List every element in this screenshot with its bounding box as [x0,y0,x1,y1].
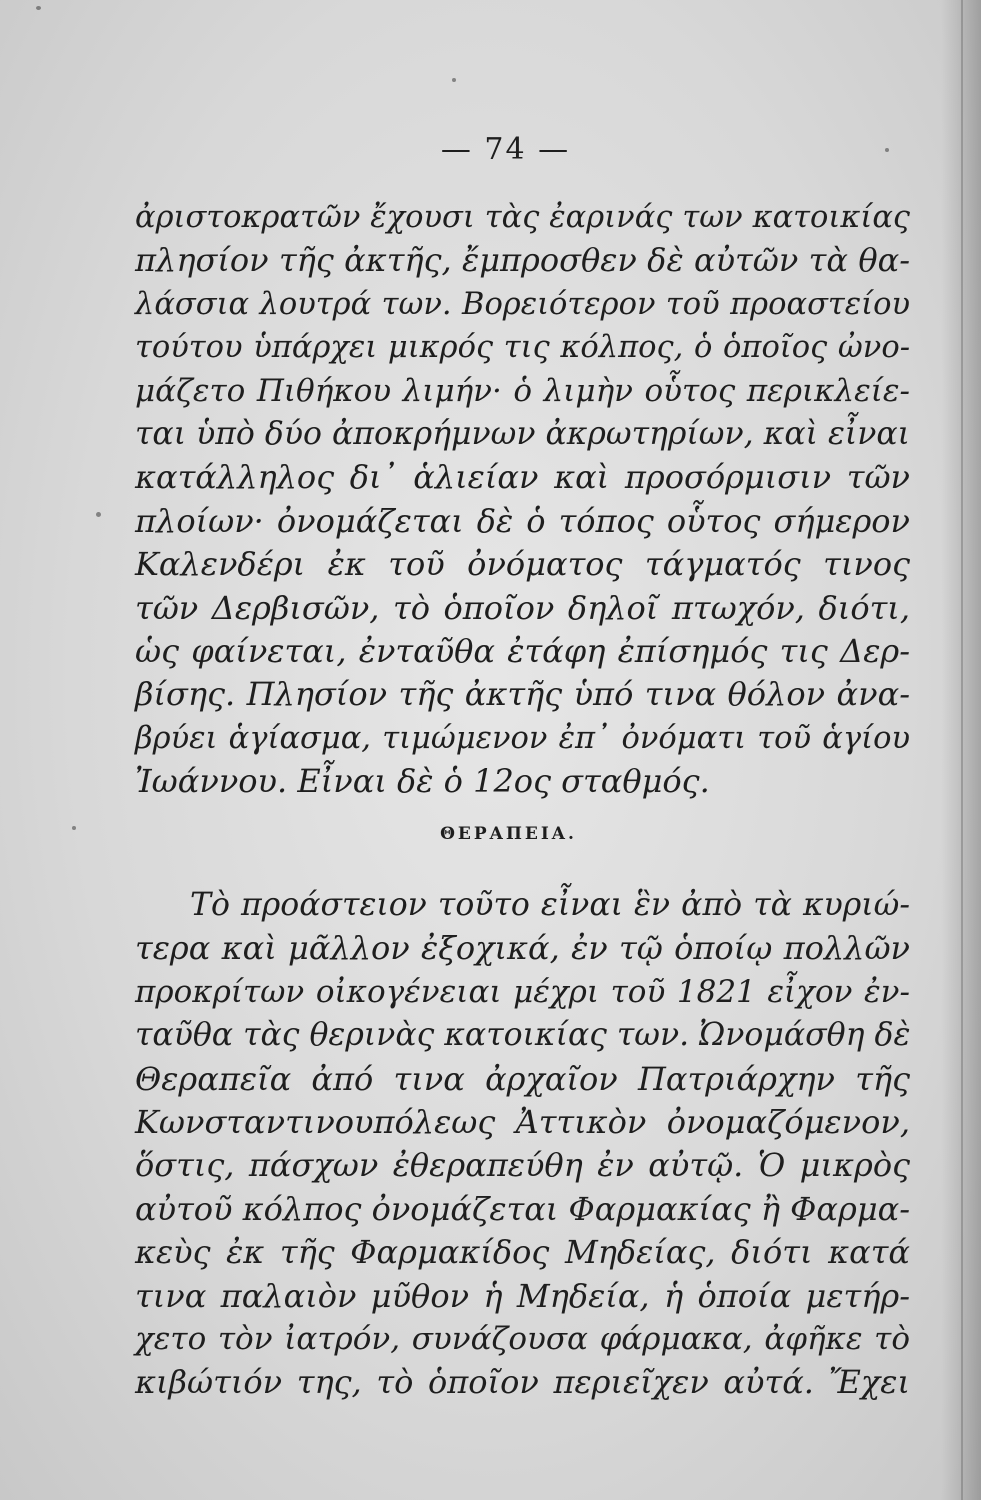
text-line: πλοίων· ὀνομάζεται δὲ ὁ τόπος οὗτος σήμερον [135,501,910,540]
paragraph-2 [135,884,910,1405]
text-line: ἀριστοκρατῶν ἔχουσι τὰς ἐαρινάς των κατοικίας [135,200,910,235]
text-line: λάσσια λουτρά των. Βορειότερον τοῦ προαστείου [135,286,910,322]
text-line: μάζετο Πιθήκου λιμήν· ὁ λιμὴν οὗτος περικλείε- [135,372,910,409]
text-line: Θεραπεῖα ἀπό τινα ἀρχαῖον Πατριάρχην τῆς [135,1059,910,1098]
text-line: ὡς φαίνεται, ἐνταῦθα ἐτάφη ἐπίσημός τις Δερ- [135,631,910,670]
text-line: τῶν Δερβισῶν, τὸ ὁποῖον δηλοῖ πτωχόν, διότι, [135,588,910,627]
text-line: τινα παλαιὸν μῦθον ἡ Μηδεία, ἡ ὁποία μετήρ- [135,1276,910,1315]
text-line: κατάλληλος δι᾽ ἁλιείαν καὶ προσόρμισιν τῶν [135,458,910,497]
page-edge-line [961,0,963,1500]
text-line: Τὸ προάστειον τοῦτο εἶναι ἓν ἀπὸ τὰ κυριώ- [190,887,910,923]
text-line: κεὺς ἐκ τῆς Φαρμακίδος Μηδείας, διότι κατά [135,1233,910,1272]
page-number: — 74 — [440,132,571,167]
text-line: ὅστις, πάσχων ἐθεραπεύθη ἐν αὐτῷ. Ὁ μικρὸς [135,1146,910,1185]
paragraph-1 [135,196,910,803]
text-line: Ἰωάννου. Εἶναι δὲ ὁ 12ος σταθμός. [135,762,710,801]
paper-speck [36,6,41,10]
text-line: τούτου ὑπάρχει μικρός τις κόλπος, ὁ ὁποῖος ὠνο- [135,330,910,366]
text-line: χετο τὸν ἰατρόν, συνάζουσα φάρμακα, ἀφῆκε τὸ [135,1320,910,1357]
text-line: βρύει ἁγίασμα, τιμώμενον ἐπ᾽ ὀνόματι τοῦ ἁγίου [135,720,910,756]
paper-speck [72,826,76,830]
text-line: ταῦθα τὰς θερινὰς κατοικίας των. Ὠνομάσθη δὲ [135,1017,911,1054]
paper-speck [885,148,889,152]
paper-speck [452,78,456,82]
text-line: ται ὑπὸ δύο ἀποκρήμνων ἀκρωτηρίων, καὶ εἶναι [135,415,910,452]
text-line: Καλενδέρι ἐκ τοῦ ὀνόματος τάγματός τινος [135,545,910,584]
paper-speck [96,512,101,517]
text-line: τερα καὶ μᾶλλον ἐξοχικά, ἐν τῷ ὁποίῳ πολλῶν [135,929,910,968]
section-heading: ΘΕΡΑΠΕΙΑ. [440,824,577,844]
text-line: προκρίτων οἰκογένειαι μέχρι τοῦ 1821 εἶχον ἐν- [135,973,910,1010]
text-line: αὐτοῦ κόλπος ὀνομάζεται Φαρμακίας ἢ Φαρμα- [135,1189,911,1228]
text-line: Κωνσταντινουπόλεως Ἀττικὸν ὀνομαζόμενον, [135,1102,910,1141]
text-line: βίσης. Πλησίον τῆς ἀκτῆς ὑπό τινα θόλον ἀνα- [135,675,910,714]
text-line: κιβώτιόν της, τὸ ὁποῖον περιεῖχεν αὐτά. Ἔχει [135,1363,910,1402]
text-line: πλησίον τῆς ἀκτῆς, ἔμπροσθεν δὲ αὐτῶν τὰ θα- [135,241,910,280]
